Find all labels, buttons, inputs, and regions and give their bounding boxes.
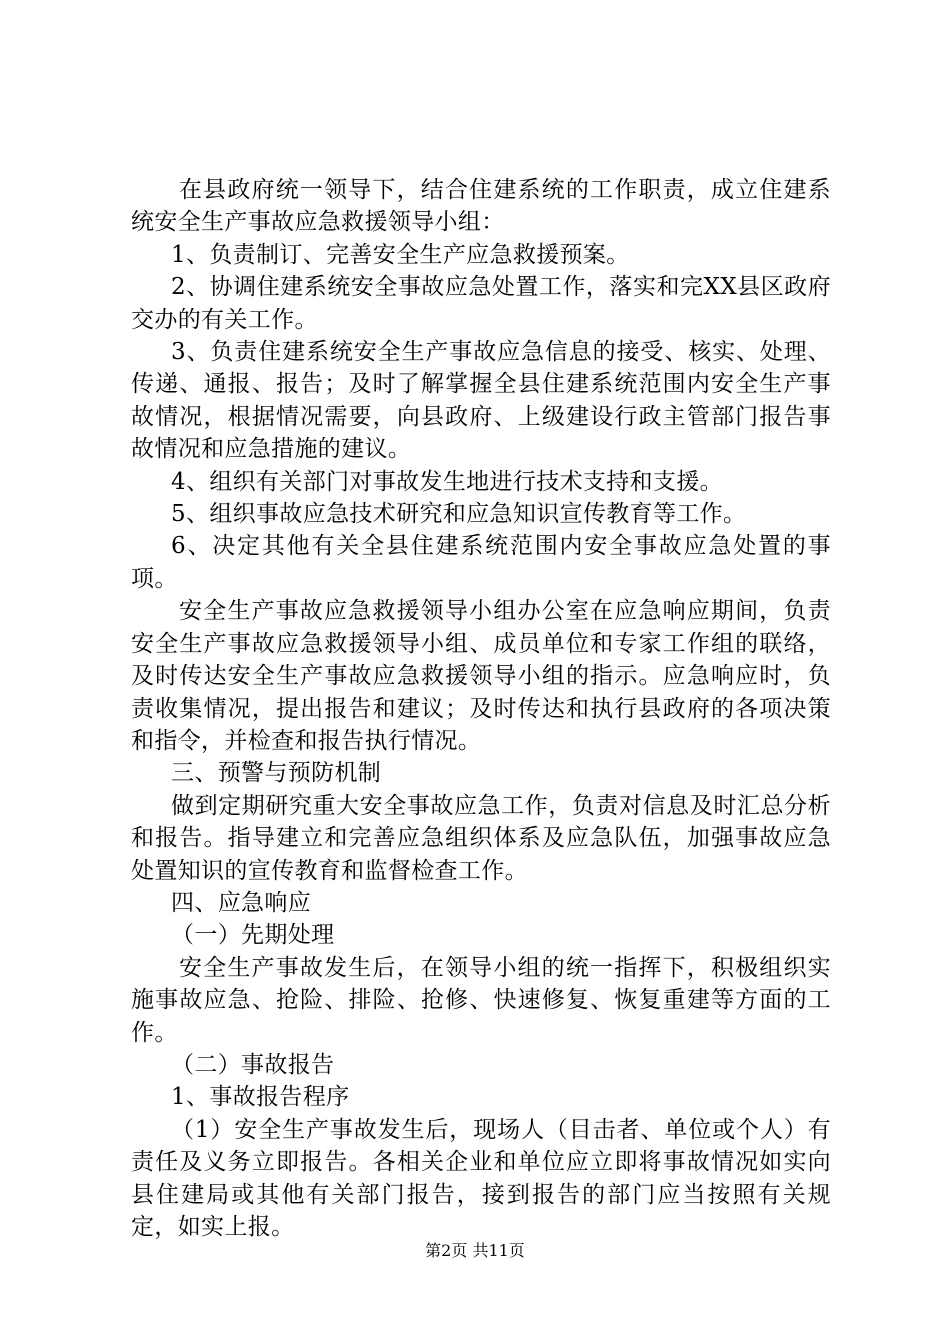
- paragraph-intro: 在县政府统一领导下，结合住建系统的工作职责，成立住建系统安全生产事故应急救援领导小组：: [131, 177, 831, 236]
- paragraph-initial: 安全生产事故发生后，在领导小组的统一指挥下，积极组织实施事故应急、抢险、排险、抢修、快速修复、恢复重建等方面的工作。: [131, 954, 831, 1046]
- section-heading-response: 四、应急响应: [171, 889, 312, 916]
- subsection-heading-procedure: 1、事故报告程序: [171, 1084, 350, 1111]
- paragraph-office-duties: 安全生产事故应急救援领导小组办公室在应急响应期间，负责安全生产事故应急救援领导小组、成员单位和专家工作组的联络，及时传达安全生产事故应急救援领导小组的指示。应急响应时，负责收集情况，提出报告和建议；及时传达和执行县政府的各项决策和指令，并检查和报告执行情况。: [131, 598, 831, 754]
- paragraph-item-2: 2、协调住建系统安全事故应急处置工作，落实和完XX县区政府交办的有关工作。: [131, 274, 831, 333]
- subsection-heading-report: （二）事故报告: [171, 1051, 335, 1078]
- paragraph-item-5: 5、组织事故应急技术研究和应急知识宣传教育等工作。: [171, 501, 747, 528]
- page-number: 第2页 共11页: [425, 1241, 525, 1260]
- section-heading-warning: 三、预警与预防机制: [171, 760, 382, 787]
- document-body: [131, 174, 831, 1243]
- paragraph-item-3: 3、负责住建系统安全生产事故应急信息的接受、核实、处理、传递、通报、报告；及时了解掌握全县住建系统范围内安全生产事故情况，根据情况需要，向县政府、上级建设行政主管部门报告事故情况和应急措施的建议。: [131, 339, 831, 463]
- paragraph-item-4: 4、组织有关部门对事故发生地进行技术支持和支援。: [171, 468, 724, 495]
- paragraph-warning: 做到定期研究重大安全事故应急工作，负责对信息及时汇总分析和报告。指导建立和完善应急组织体系及应急队伍，加强事故应急处置知识的宣传教育和监督检查工作。: [131, 792, 831, 884]
- paragraph-item-1: 1、负责制订、完善安全生产应急救援预案。: [171, 241, 630, 268]
- paragraph-procedure-1: （1）安全生产事故发生后，现场人（目击者、单位或个人）有责任及义务立即报告。各相关企业和单位应立即将事故情况如实向县住建局或其他有关部门报告，接到报告的部门应当按照有关规定，如实上报。: [131, 1116, 831, 1240]
- paragraph-item-6: 6、决定其他有关全县住建系统范围内安全事故应急处置的事项。: [131, 533, 831, 592]
- subsection-heading-initial: （一）先期处理: [171, 922, 335, 949]
